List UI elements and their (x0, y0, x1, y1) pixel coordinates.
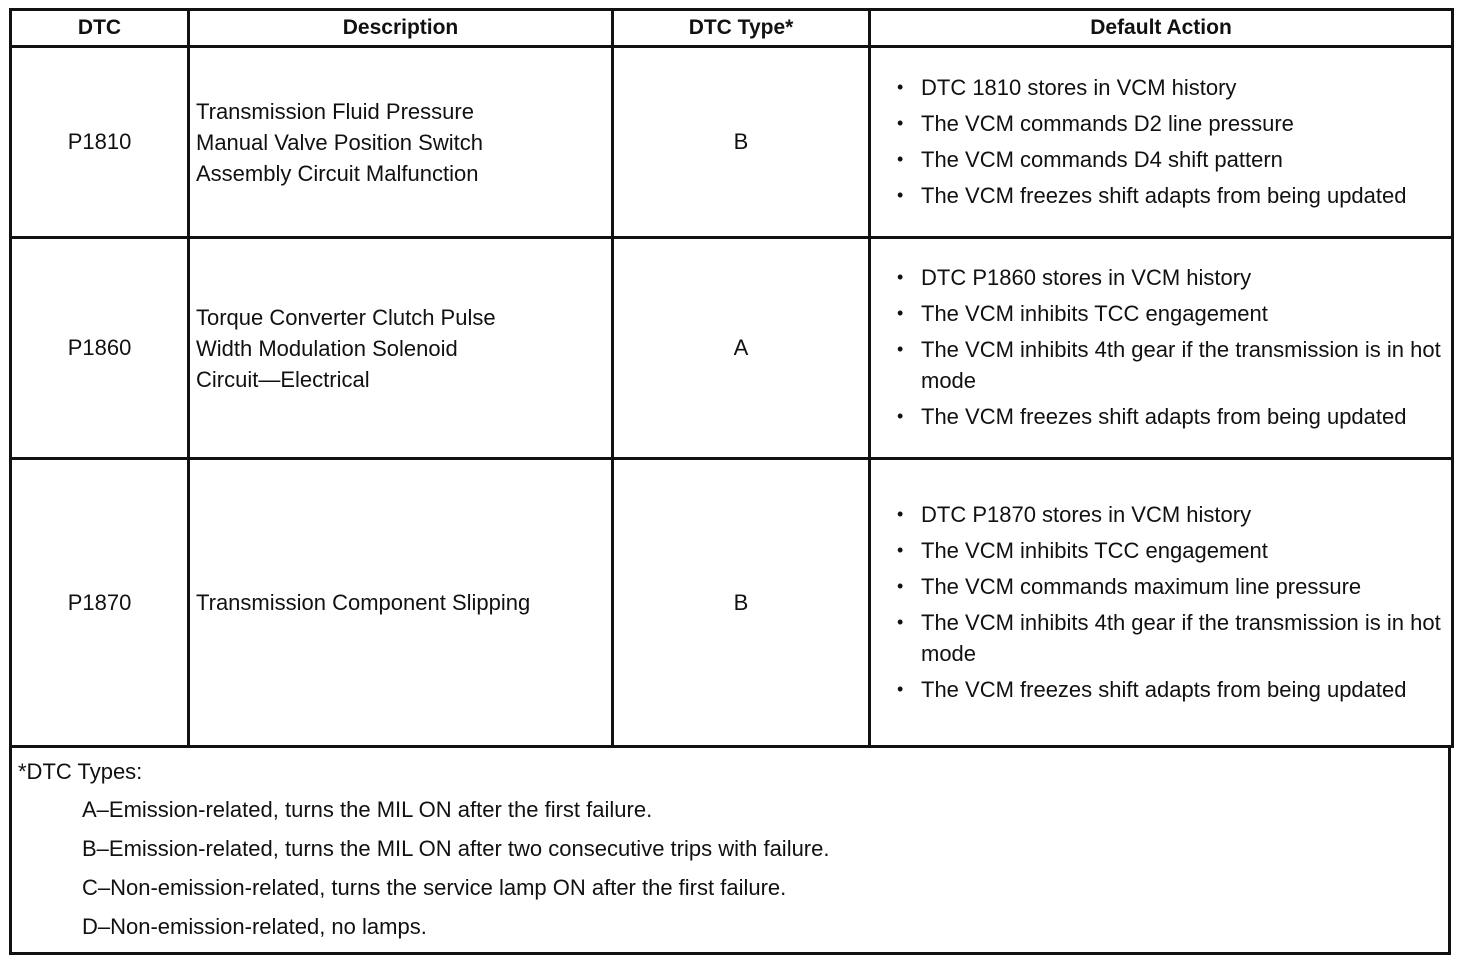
default-action (870, 238, 1453, 459)
action-text: DTC 1810 stores in VCM history (921, 74, 1237, 100)
action-list (897, 72, 1443, 211)
action-text: The VCM inhibits 4th gear if the transmission is in hot mode (921, 609, 1441, 666)
bullet-icon: • (897, 267, 904, 287)
action-text: DTC P1870 stores in VCM history (921, 501, 1252, 527)
note-item: B–Emission-related, turns the MIL ON after two consecutive trips with failure. (82, 836, 830, 861)
action-list (897, 262, 1443, 432)
dtc-table (9, 8, 1454, 748)
action-item (897, 144, 1443, 175)
default-action (870, 47, 1453, 238)
action-item (897, 334, 1443, 396)
action-text: The VCM commands maximum line pressure (921, 573, 1362, 599)
description-line: Transmission Component Slipping (196, 590, 531, 615)
bullet-icon: • (897, 611, 904, 632)
bullet-icon: • (897, 112, 904, 133)
action-text: The VCM freezes shift adapts from being updated (921, 676, 1407, 702)
notes-heading: *DTC Types: (18, 759, 143, 784)
action-text: The VCM inhibits TCC engagement (921, 537, 1268, 563)
action-item (897, 72, 1443, 103)
dtc-description (189, 238, 613, 459)
action-text: The VCM inhibits TCC engagement (921, 301, 1268, 326)
description-line: Circuit—Electrical (196, 366, 370, 392)
bullet-icon: • (897, 76, 904, 97)
action-text: DTC P1860 stores in VCM history (921, 265, 1252, 290)
action-item (897, 607, 1443, 669)
description-line: Assembly Circuit Malfunction (196, 160, 479, 186)
header-row (11, 10, 1453, 47)
action-item (897, 401, 1443, 432)
bullet-icon: • (897, 539, 904, 560)
dtc-type: A (613, 238, 870, 459)
bullet-icon: • (897, 184, 904, 205)
action-text: The VCM freezes shift adapts from being updated (921, 404, 1407, 429)
dtc-code: P1870 (11, 459, 189, 747)
bullet-icon: • (897, 678, 904, 699)
header-default-action: Default Action (870, 10, 1453, 47)
description-line: Torque Converter Clutch Pulse (196, 304, 496, 330)
header-dtc-type: DTC Type* (613, 10, 870, 47)
header-dtc: DTC (11, 10, 189, 47)
action-item (897, 535, 1443, 566)
action-item (897, 571, 1443, 602)
action-text: The VCM freezes shift adapts from being updated (921, 182, 1407, 208)
action-item (897, 108, 1443, 139)
action-text: The VCM commands D4 shift pattern (921, 146, 1283, 172)
action-list (897, 499, 1443, 705)
action-item (897, 298, 1443, 329)
description-line: Width Modulation Solenoid (196, 335, 458, 361)
note-item: A–Emission-related, turns the MIL ON after the first failure. (82, 797, 653, 822)
table-row (11, 47, 1453, 238)
action-item (897, 262, 1443, 293)
dtc-code: P1860 (11, 238, 189, 459)
bullet-icon: • (897, 503, 904, 524)
header-description: Description (189, 10, 613, 47)
dtc-description (189, 47, 613, 238)
dtc-type: B (613, 459, 870, 747)
table-row (11, 459, 1453, 747)
bullet-icon: • (897, 406, 904, 426)
bullet-icon: • (897, 575, 904, 596)
bullet-icon: • (897, 148, 904, 169)
note-item: C–Non-emission-related, turns the service lamp ON after the first failure. (82, 875, 787, 900)
dtc-type-notes (9, 748, 1451, 955)
description-line: Transmission Fluid Pressure (196, 98, 474, 124)
bullet-icon: • (897, 303, 904, 323)
dtc-document (9, 8, 1451, 955)
action-item (897, 674, 1443, 705)
description-line: Manual Valve Position Switch (196, 129, 483, 155)
action-item (897, 180, 1443, 211)
bullet-icon: • (897, 339, 904, 359)
default-action (870, 459, 1453, 747)
dtc-type: B (613, 47, 870, 238)
dtc-code: P1810 (11, 47, 189, 238)
action-text: The VCM commands D2 line pressure (921, 110, 1294, 136)
action-item (897, 499, 1443, 530)
action-text: The VCM inhibits 4th gear if the transmission is in hot mode (921, 337, 1441, 393)
table-row (11, 238, 1453, 459)
dtc-description (189, 459, 613, 747)
note-item: D–Non-emission-related, no lamps. (82, 914, 427, 939)
